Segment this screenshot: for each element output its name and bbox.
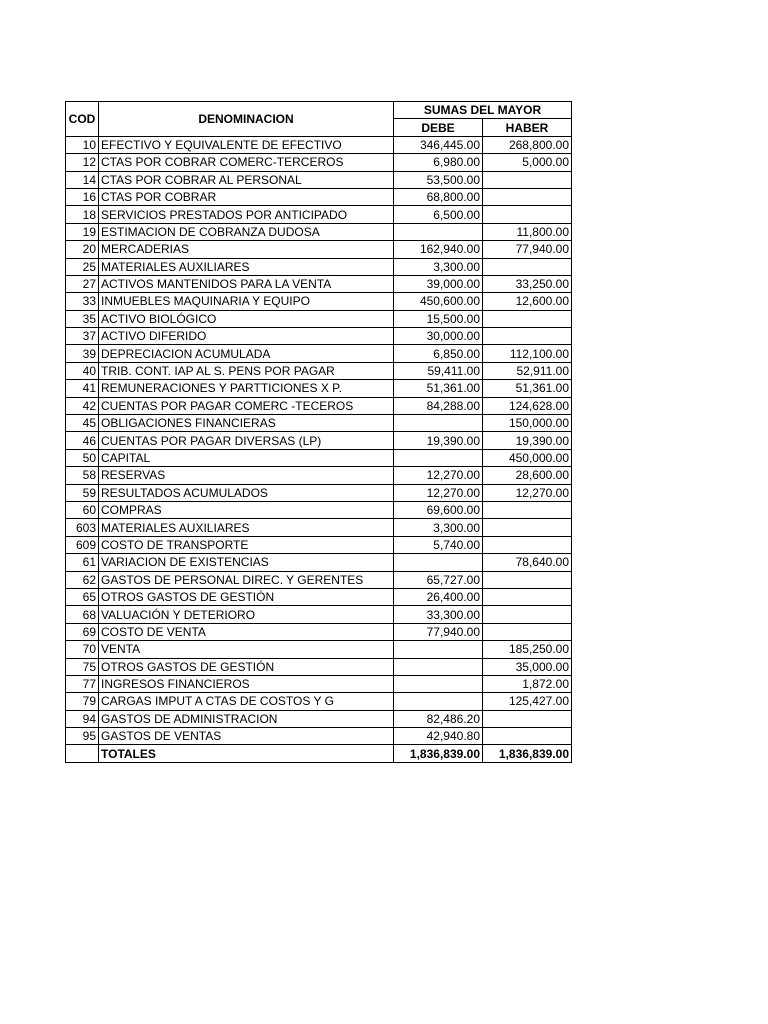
debe-cell: 15,500.00 <box>394 310 483 327</box>
cod-cell: 70 <box>66 641 99 658</box>
haber-cell: 450,000.00 <box>483 449 572 466</box>
haber-cell: 1,872.00 <box>483 675 572 692</box>
table-row <box>66 623 572 640</box>
haber-cell <box>483 571 572 588</box>
denominacion-cell: CTAS POR COBRAR AL PERSONAL <box>99 171 394 188</box>
cod-cell: 45 <box>66 415 99 432</box>
table-row <box>66 206 572 223</box>
cod-cell: 12 <box>66 154 99 171</box>
cod-cell: 62 <box>66 571 99 588</box>
haber-cell: 5,000.00 <box>483 154 572 171</box>
table-row <box>66 397 572 414</box>
table-row <box>66 310 572 327</box>
debe-cell: 6,850.00 <box>394 345 483 362</box>
table-row <box>66 536 572 553</box>
cod-cell: 603 <box>66 519 99 536</box>
debe-cell: 65,727.00 <box>394 571 483 588</box>
haber-cell <box>483 328 572 345</box>
cod-cell: 37 <box>66 328 99 345</box>
denominacion-cell: GASTOS DE ADMINISTRACION <box>99 710 394 727</box>
header-row-top <box>66 102 572 119</box>
haber-cell: 33,250.00 <box>483 275 572 292</box>
table-row <box>66 588 572 605</box>
haber-cell <box>483 188 572 205</box>
cod-cell: 41 <box>66 380 99 397</box>
haber-cell: 124,628.00 <box>483 397 572 414</box>
cod-cell: 46 <box>66 432 99 449</box>
denominacion-cell: VALUACIÓN Y DETERIORO <box>99 606 394 623</box>
denominacion-cell: INMUEBLES MAQUINARIA Y EQUIPO <box>99 293 394 310</box>
denominacion-cell: ACTIVOS MANTENIDOS PARA LA VENTA <box>99 275 394 292</box>
debe-cell: 346,445.00 <box>394 136 483 153</box>
table-row <box>66 501 572 518</box>
header-denominacion: DENOMINACION <box>99 102 394 137</box>
table-row <box>66 171 572 188</box>
cod-cell: 16 <box>66 188 99 205</box>
cod-cell: 65 <box>66 588 99 605</box>
totals-cod-cell <box>66 745 99 762</box>
debe-cell <box>394 223 483 240</box>
debe-cell: 69,600.00 <box>394 501 483 518</box>
denominacion-cell: REMUNERACIONES Y PARTTICIONES X P. <box>99 380 394 397</box>
debe-cell: 162,940.00 <box>394 241 483 258</box>
cod-cell: 95 <box>66 728 99 745</box>
denominacion-cell: CTAS POR COBRAR COMERC-TERCEROS <box>99 154 394 171</box>
table-row <box>66 641 572 658</box>
denominacion-cell: DEPRECIACION ACUMULADA <box>99 345 394 362</box>
haber-cell: 78,640.00 <box>483 554 572 571</box>
debe-cell <box>394 693 483 710</box>
debe-cell <box>394 658 483 675</box>
table-row <box>66 188 572 205</box>
cod-cell: 14 <box>66 171 99 188</box>
table-row <box>66 658 572 675</box>
haber-cell <box>483 588 572 605</box>
cod-cell: 79 <box>66 693 99 710</box>
table-body <box>66 136 572 745</box>
debe-cell: 12,270.00 <box>394 467 483 484</box>
cod-cell: 33 <box>66 293 99 310</box>
denominacion-cell: ESTIMACION DE COBRANZA DUDOSA <box>99 223 394 240</box>
table-row <box>66 415 572 432</box>
cod-cell: 61 <box>66 554 99 571</box>
denominacion-cell: CTAS POR COBRAR <box>99 188 394 205</box>
table-row <box>66 484 572 501</box>
haber-cell: 35,000.00 <box>483 658 572 675</box>
debe-cell: 6,980.00 <box>394 154 483 171</box>
haber-cell <box>483 623 572 640</box>
haber-cell: 150,000.00 <box>483 415 572 432</box>
debe-cell: 51,361.00 <box>394 380 483 397</box>
denominacion-cell: OBLIGACIONES FINANCIERAS <box>99 415 394 432</box>
debe-cell: 5,740.00 <box>394 536 483 553</box>
cod-cell: 59 <box>66 484 99 501</box>
table-row <box>66 241 572 258</box>
debe-cell: 82,486.20 <box>394 710 483 727</box>
denominacion-cell: TRIB. CONT. IAP AL S. PENS POR PAGAR <box>99 362 394 379</box>
debe-cell <box>394 675 483 692</box>
debe-cell: 77,940.00 <box>394 623 483 640</box>
haber-cell <box>483 310 572 327</box>
table-row <box>66 432 572 449</box>
haber-cell: 19,390.00 <box>483 432 572 449</box>
cod-cell: 40 <box>66 362 99 379</box>
totals-debe: 1,836,839.00 <box>394 745 483 762</box>
denominacion-cell: SERVICIOS PRESTADOS POR ANTICIPADO <box>99 206 394 223</box>
header-haber: HABER <box>483 119 572 136</box>
cod-cell: 20 <box>66 241 99 258</box>
table-row <box>66 136 572 153</box>
denominacion-cell: CARGAS IMPUT A CTAS DE COSTOS Y G <box>99 693 394 710</box>
denominacion-cell: COSTO DE TRANSPORTE <box>99 536 394 553</box>
debe-cell: 84,288.00 <box>394 397 483 414</box>
totals-haber: 1,836,839.00 <box>483 745 572 762</box>
table-row <box>66 467 572 484</box>
haber-cell: 11,800.00 <box>483 223 572 240</box>
cod-cell: 94 <box>66 710 99 727</box>
cod-cell: 35 <box>66 310 99 327</box>
cod-cell: 10 <box>66 136 99 153</box>
totals-label: TOTALES <box>99 745 394 762</box>
haber-cell <box>483 501 572 518</box>
denominacion-cell: OTROS GASTOS DE GESTIÓN <box>99 658 394 675</box>
cod-cell: 75 <box>66 658 99 675</box>
debe-cell: 53,500.00 <box>394 171 483 188</box>
table-row <box>66 223 572 240</box>
table-row <box>66 293 572 310</box>
haber-cell <box>483 606 572 623</box>
header-sumas-del-mayor: SUMAS DEL MAYOR <box>394 102 572 119</box>
denominacion-cell: EFECTIVO Y EQUIVALENTE DE EFECTIVO <box>99 136 394 153</box>
denominacion-cell: RESULTADOS ACUMULADOS <box>99 484 394 501</box>
denominacion-cell: RESERVAS <box>99 467 394 484</box>
table-row <box>66 380 572 397</box>
cod-cell: 19 <box>66 223 99 240</box>
cod-cell: 609 <box>66 536 99 553</box>
denominacion-cell: OTROS GASTOS DE GESTIÓN <box>99 588 394 605</box>
debe-cell: 68,800.00 <box>394 188 483 205</box>
table-row <box>66 728 572 745</box>
denominacion-cell: MERCADERIAS <box>99 241 394 258</box>
denominacion-cell: COMPRAS <box>99 501 394 518</box>
table-row <box>66 554 572 571</box>
haber-cell <box>483 536 572 553</box>
denominacion-cell: GASTOS DE PERSONAL DIREC. Y GERENTES <box>99 571 394 588</box>
debe-cell: 6,500.00 <box>394 206 483 223</box>
cod-cell: 77 <box>66 675 99 692</box>
denominacion-cell: ACTIVO DIFERIDO <box>99 328 394 345</box>
haber-cell: 268,800.00 <box>483 136 572 153</box>
denominacion-cell: CAPITAL <box>99 449 394 466</box>
denominacion-cell: VARIACION DE EXISTENCIAS <box>99 554 394 571</box>
cod-cell: 25 <box>66 258 99 275</box>
denominacion-cell: ACTIVO BIOLÓGICO <box>99 310 394 327</box>
cod-cell: 50 <box>66 449 99 466</box>
cod-cell: 18 <box>66 206 99 223</box>
debe-cell: 59,411.00 <box>394 362 483 379</box>
debe-cell: 450,600.00 <box>394 293 483 310</box>
haber-cell <box>483 710 572 727</box>
header-cod: COD <box>66 102 99 137</box>
haber-cell: 12,270.00 <box>483 484 572 501</box>
table-row <box>66 362 572 379</box>
haber-cell: 12,600.00 <box>483 293 572 310</box>
denominacion-cell: GASTOS DE VENTAS <box>99 728 394 745</box>
denominacion-cell: MATERIALES AUXILIARES <box>99 519 394 536</box>
table-row <box>66 571 572 588</box>
table-row <box>66 710 572 727</box>
haber-cell <box>483 258 572 275</box>
debe-cell: 3,300.00 <box>394 258 483 275</box>
debe-cell <box>394 554 483 571</box>
ledger-table <box>65 101 572 763</box>
denominacion-cell: CUENTAS POR PAGAR COMERC -TECEROS <box>99 397 394 414</box>
table-row <box>66 449 572 466</box>
cod-cell: 58 <box>66 467 99 484</box>
table-row <box>66 258 572 275</box>
debe-cell: 26,400.00 <box>394 588 483 605</box>
cod-cell: 42 <box>66 397 99 414</box>
table-row <box>66 519 572 536</box>
debe-cell <box>394 449 483 466</box>
debe-cell: 30,000.00 <box>394 328 483 345</box>
denominacion-cell: MATERIALES AUXILIARES <box>99 258 394 275</box>
debe-cell <box>394 641 483 658</box>
table-row <box>66 606 572 623</box>
debe-cell: 12,270.00 <box>394 484 483 501</box>
haber-cell: 112,100.00 <box>483 345 572 362</box>
debe-cell: 42,940.80 <box>394 728 483 745</box>
debe-cell <box>394 415 483 432</box>
haber-cell: 52,911.00 <box>483 362 572 379</box>
haber-cell: 125,427.00 <box>483 693 572 710</box>
cod-cell: 27 <box>66 275 99 292</box>
table-row <box>66 154 572 171</box>
debe-cell: 19,390.00 <box>394 432 483 449</box>
denominacion-cell: INGRESOS FINANCIEROS <box>99 675 394 692</box>
table-row <box>66 675 572 692</box>
haber-cell <box>483 171 572 188</box>
denominacion-cell: COSTO DE VENTA <box>99 623 394 640</box>
table-row <box>66 345 572 362</box>
denominacion-cell: VENTA <box>99 641 394 658</box>
cod-cell: 39 <box>66 345 99 362</box>
debe-cell: 39,000.00 <box>394 275 483 292</box>
cod-cell: 68 <box>66 606 99 623</box>
debe-cell: 33,300.00 <box>394 606 483 623</box>
table-row <box>66 328 572 345</box>
denominacion-cell: CUENTAS POR PAGAR DIVERSAS (LP) <box>99 432 394 449</box>
haber-cell: 185,250.00 <box>483 641 572 658</box>
cod-cell: 60 <box>66 501 99 518</box>
debe-cell: 3,300.00 <box>394 519 483 536</box>
cod-cell: 69 <box>66 623 99 640</box>
haber-cell <box>483 519 572 536</box>
table-row <box>66 693 572 710</box>
table-row <box>66 275 572 292</box>
haber-cell <box>483 206 572 223</box>
header-debe: DEBE <box>394 119 483 136</box>
haber-cell: 28,600.00 <box>483 467 572 484</box>
haber-cell: 77,940.00 <box>483 241 572 258</box>
haber-cell <box>483 728 572 745</box>
haber-cell: 51,361.00 <box>483 380 572 397</box>
totals-row <box>66 745 572 762</box>
